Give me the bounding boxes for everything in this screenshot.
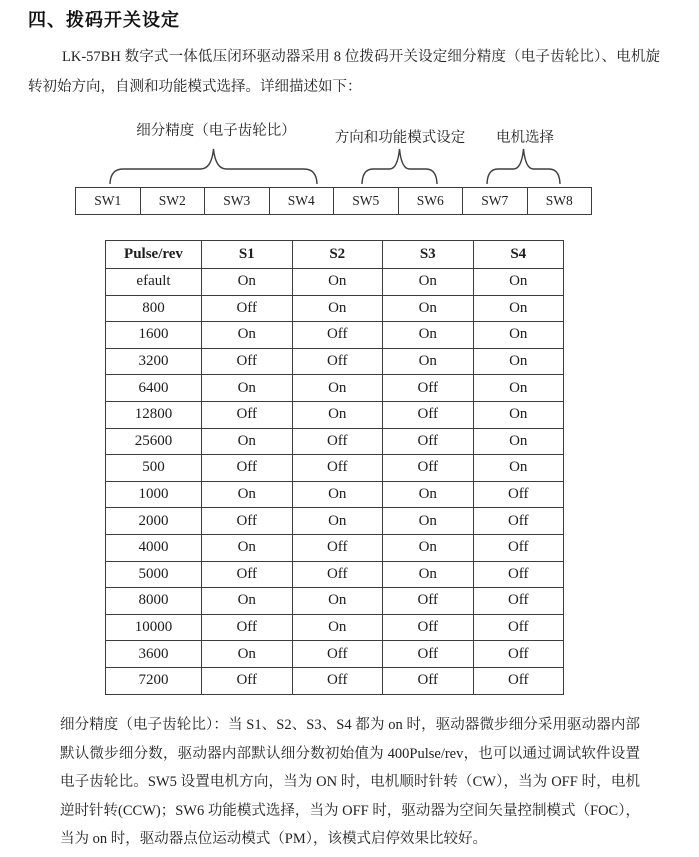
switch-cell: SW4: [269, 188, 334, 214]
dip-switch-diagram: [0, 0, 699, 230]
section-heading: 四、拨码开关设定: [28, 10, 180, 30]
pulse-table-body: [106, 269, 564, 695]
switch-cell: SW5: [333, 188, 398, 214]
switch-state-cell: Off: [383, 428, 474, 455]
switch-state-cell: On: [202, 641, 293, 668]
switch-cell: SW7: [462, 188, 527, 214]
column-header: S4: [473, 241, 564, 269]
switch-state-cell: Off: [383, 667, 474, 694]
switch-state-cell: On: [292, 295, 383, 322]
pulse-value-cell: 3600: [106, 641, 202, 668]
switch-state-cell: On: [473, 322, 564, 349]
switch-state-cell: Off: [473, 481, 564, 508]
table-row: [106, 481, 564, 508]
switch-state-cell: On: [202, 428, 293, 455]
switch-state-cell: Off: [473, 508, 564, 535]
switch-state-cell: Off: [473, 588, 564, 615]
switch-state-cell: Off: [202, 508, 293, 535]
switch-state-cell: On: [383, 295, 474, 322]
table-row: [106, 641, 564, 668]
brace-icon-sw1-sw4: [110, 147, 317, 185]
switch-state-cell: On: [473, 348, 564, 375]
group-label-direction-mode: 方向和功能模式设定: [334, 130, 466, 146]
switch-state-cell: On: [202, 269, 293, 296]
switch-state-cell: Off: [383, 614, 474, 641]
switch-state-cell: On: [383, 481, 474, 508]
switch-state-cell: Off: [202, 295, 293, 322]
switch-state-cell: Off: [202, 614, 293, 641]
switch-state-cell: On: [292, 375, 383, 402]
table-row: [106, 375, 564, 402]
pulse-value-cell: 8000: [106, 588, 202, 615]
pulse-value-cell: efault: [106, 269, 202, 296]
pulse-value-cell: 6400: [106, 375, 202, 402]
switch-state-cell: On: [383, 322, 474, 349]
table-row: [106, 322, 564, 349]
pulse-value-cell: 10000: [106, 614, 202, 641]
switch-state-cell: Off: [292, 455, 383, 482]
pulse-value-cell: 1000: [106, 481, 202, 508]
switch-state-cell: On: [292, 614, 383, 641]
pulse-value-cell: 1600: [106, 322, 202, 349]
switch-state-cell: On: [383, 508, 474, 535]
switch-state-cell: On: [473, 455, 564, 482]
switch-state-cell: On: [202, 534, 293, 561]
switch-cell: SW8: [527, 188, 592, 214]
table-row: [106, 508, 564, 535]
table-row: [106, 455, 564, 482]
pulse-table: [105, 240, 564, 695]
pulse-value-cell: 800: [106, 295, 202, 322]
switch-state-cell: On: [383, 534, 474, 561]
switch-state-cell: Off: [202, 455, 293, 482]
brace-icon-sw7-sw8: [487, 147, 560, 185]
table-row: [106, 667, 564, 694]
switch-state-cell: Off: [383, 375, 474, 402]
switch-state-cell: On: [473, 375, 564, 402]
description-paragraph: 细分精度（电子齿轮比）：当 S1、S2、S3、S4 都为 on 时，驱动器微步细分采用驱动器内部默认微步细分数，驱动器内部默认细分数初始值为 400Pulse/rev，也可以通过调试软件设置电子齿轮比。SW5 设置电机方向，当为 ON 时，电机顺时针转（CW），当为 OFF 时，电机逆时针转(CCW)；SW6 功能模式选择，当为 OFF 时，驱动器为空间矢量控制模式（FOC），当为 on 时，驱动器点位运动模式（PM），该模式启停效果比较好。: [60, 717, 640, 848]
switch-state-cell: Off: [202, 401, 293, 428]
switch-state-cell: Off: [292, 322, 383, 349]
column-header: S2: [292, 241, 383, 269]
switch-state-cell: On: [383, 348, 474, 375]
brace-icon-sw5-sw6: [362, 147, 437, 185]
switch-state-cell: On: [292, 269, 383, 296]
switch-state-cell: Off: [383, 401, 474, 428]
switch-state-cell: On: [383, 269, 474, 296]
switch-state-cell: On: [383, 561, 474, 588]
table-header-row: [106, 241, 564, 269]
table-row: [106, 561, 564, 588]
switch-state-cell: On: [202, 322, 293, 349]
switch-state-cell: Off: [292, 348, 383, 375]
intro-paragraph: LK-57BH 数字式一体低压闭环驱动器采用 8 位拨码开关设定细分精度（电子齿轮比）、电机旋转初始方向，自测和功能模式选择。详细描述如下：: [28, 49, 660, 95]
switch-state-cell: On: [473, 401, 564, 428]
switch-state-cell: Off: [202, 667, 293, 694]
switch-state-cell: Off: [383, 455, 474, 482]
switch-cell: SW1: [94, 193, 122, 208]
switch-state-cell: On: [292, 508, 383, 535]
switch-state-cell: On: [202, 481, 293, 508]
table-row: [106, 588, 564, 615]
switch-state-cell: Off: [473, 641, 564, 668]
table-row: [106, 269, 564, 296]
switch-state-cell: Off: [473, 667, 564, 694]
switch-state-cell: On: [292, 401, 383, 428]
column-header: S1: [202, 241, 293, 269]
switch-state-cell: On: [202, 588, 293, 615]
switch-cell: SW2: [140, 188, 205, 214]
group-label-microstep: 细分精度（电子齿轮比）: [136, 123, 296, 139]
column-header: Pulse/rev: [106, 241, 202, 269]
switch-state-cell: On: [202, 375, 293, 402]
switch-state-cell: Off: [292, 641, 383, 668]
switch-cell: SW3: [204, 188, 269, 214]
table-row: [106, 428, 564, 455]
pulse-value-cell: 4000: [106, 534, 202, 561]
table-row: [106, 348, 564, 375]
switch-state-cell: Off: [292, 428, 383, 455]
switch-state-cell: On: [473, 269, 564, 296]
table-row: [106, 295, 564, 322]
switch-state-cell: On: [292, 481, 383, 508]
switch-state-cell: Off: [383, 641, 474, 668]
switch-state-cell: Off: [473, 561, 564, 588]
switch-state-cell: Off: [473, 534, 564, 561]
table-row: [106, 401, 564, 428]
switch-state-cell: Off: [383, 588, 474, 615]
switch-state-cell: On: [473, 295, 564, 322]
pulse-value-cell: 2000: [106, 508, 202, 535]
switch-state-cell: Off: [292, 534, 383, 561]
switch-state-cell: Off: [202, 348, 293, 375]
switch-state-cell: Off: [292, 667, 383, 694]
pulse-value-cell: 25600: [106, 428, 202, 455]
pulse-value-cell: 7200: [106, 667, 202, 694]
switch-cell: SW6: [398, 188, 463, 214]
switch-row: [75, 187, 592, 215]
switch-state-cell: Off: [473, 614, 564, 641]
pulse-value-cell: 3200: [106, 348, 202, 375]
pulse-value-cell: 500: [106, 455, 202, 482]
switch-state-cell: On: [292, 588, 383, 615]
table-row: [106, 614, 564, 641]
group-label-motor-select: 电机选择: [496, 130, 554, 146]
table-row: [106, 534, 564, 561]
switch-state-cell: Off: [202, 561, 293, 588]
pulse-value-cell: 12800: [106, 401, 202, 428]
pulse-value-cell: 5000: [106, 561, 202, 588]
switch-state-cell: Off: [292, 561, 383, 588]
column-header: S3: [383, 241, 474, 269]
switch-state-cell: On: [473, 428, 564, 455]
